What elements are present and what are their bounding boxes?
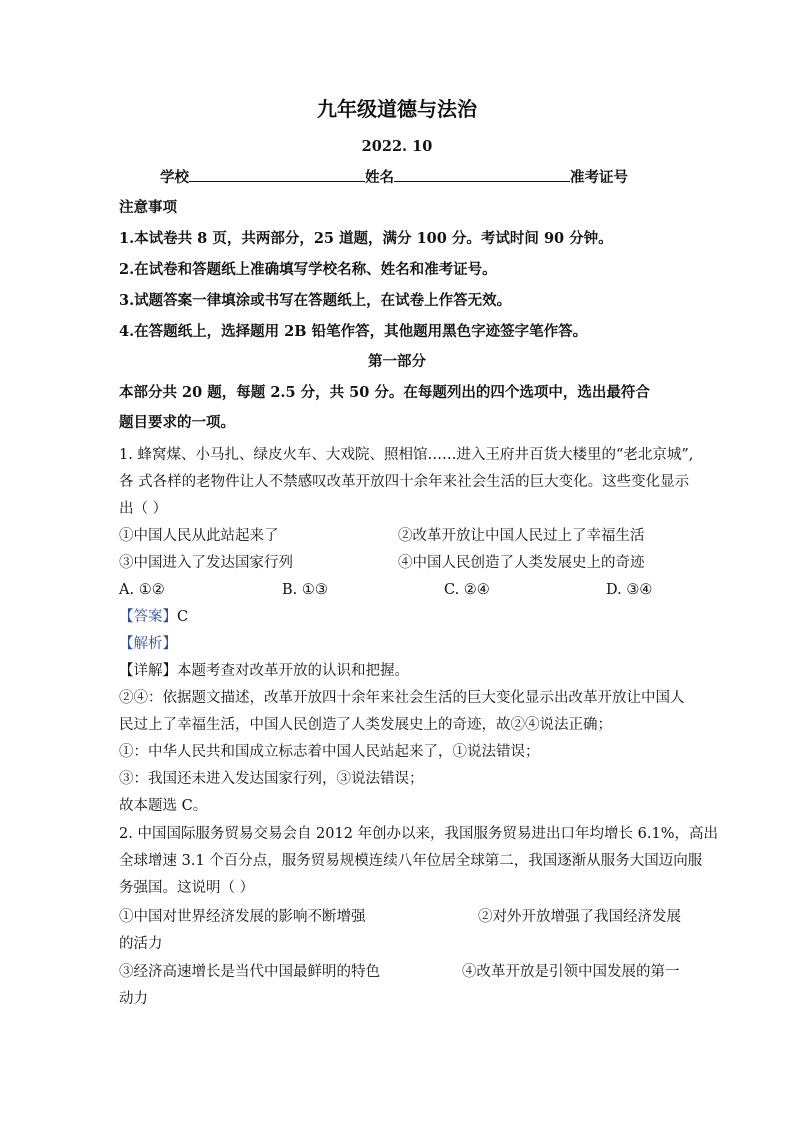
- statement-option-continued: 的活力: [119, 936, 163, 952]
- exam-date: 2022. 10: [361, 138, 433, 155]
- explanation-line: ③：我国还未进入发达国家行列，③说法错误；: [119, 771, 424, 787]
- statement-option: ②改革开放让中国人民过上了幸福生活: [398, 528, 645, 544]
- notes-heading: 注意事项: [119, 199, 177, 216]
- note-item: 3.试题答案一律填涂或书写在答题纸上，在试卷上作答无效。: [119, 292, 512, 309]
- name-blank[interactable]: [394, 166, 570, 182]
- answer-row: [119, 607, 188, 627]
- exam-id-label: 准考证号: [570, 169, 628, 186]
- note-item: 1.本试卷共 8 页，共两部分，25 道题，满分 100 分。考试时间 90 分钟。: [119, 230, 613, 247]
- question-stem: 全球增速 3.1 个百分点，服务贸易规模连续八年位居全球第二，我国逐渐从服务大国迈向服: [119, 853, 703, 869]
- question-stem: 出（ ）: [119, 501, 168, 517]
- statement-option-continued: 动力: [119, 991, 148, 1007]
- choice-c: C. ②④: [444, 582, 490, 598]
- explanation-line: 民过上了幸福生活，中国人民创造了人类发展史上的奇迹，故②④说法正确；: [119, 717, 612, 733]
- part-heading: 第一部分: [368, 353, 426, 370]
- statement-option: ④中国人民创造了人类发展史上的奇迹: [398, 555, 645, 571]
- detail-row: [119, 661, 409, 681]
- answer-label: 【答案】: [119, 609, 177, 625]
- statement-option: ④改革开放是引领中国发展的第一: [462, 964, 680, 980]
- school-blank[interactable]: [189, 166, 365, 182]
- statement-option: ③经济高速增长是当代中国最鲜明的特色: [119, 964, 380, 980]
- explanation-line: ②④：依据题文描述，改革开放四十余年来社会生活的巨大变化显示出改革开放让中国人: [119, 690, 685, 706]
- statement-option: ②对外开放增强了我国经济发展: [478, 909, 681, 925]
- question-stem: 务强国。这说明（ ）: [119, 880, 255, 896]
- detail-label: 【详解】: [119, 663, 177, 679]
- part-intro: 题目要求的一项。: [119, 414, 235, 431]
- question-stem: 1. 蜂窝煤、小马扎、绿皮火车、大戏院、照相馆……进入王府井百货大楼里的“老北京城”,: [119, 447, 694, 463]
- analysis-label: 【解析】: [119, 636, 177, 652]
- answer-value: C: [177, 609, 189, 625]
- page-title: 九年级道德与法治: [317, 97, 477, 121]
- conclusion: 故本题选 C。: [119, 798, 208, 814]
- student-info-row: [160, 166, 628, 188]
- note-item: 2.在试卷和答题纸上准确填写学校名称、姓名和准考证号。: [119, 261, 497, 278]
- statement-option: ③中国进入了发达国家行列: [119, 555, 293, 571]
- statement-option: ①中国对世界经济发展的影响不断增强: [119, 909, 366, 925]
- question-stem: 2. 中国国际服务贸易交易会自 2012 年创办以来，我国服务贸易进出口年均增长 6.1%，高出: [119, 826, 719, 842]
- question-stem: 各 式各样的老物件让人不禁感叹改革开放四十余年来社会生活的巨大变化。这些变化显示: [119, 474, 690, 490]
- detail-text: 本题考查对改革开放的认识和把握。: [177, 663, 409, 679]
- statement-option: ①中国人民从此站起来了: [119, 528, 279, 544]
- school-label: 学校: [160, 169, 189, 186]
- choice-d: D. ③④: [606, 582, 653, 598]
- choice-b: B. ①③: [282, 582, 328, 598]
- part-intro: 本部分共 20 题，每题 2.5 分，共 50 分。在每题列出的四个选项中，选出最符合: [119, 384, 650, 401]
- name-label: 姓名: [365, 169, 394, 186]
- note-item: 4.在答题纸上，选择题用 2B 铅笔作答，其他题用黑色字迹签字笔作答。: [119, 323, 588, 340]
- choice-a: A. ①②: [119, 582, 165, 598]
- explanation-line: ①：中华人民共和国成立标志着中国人民站起来了，①说法错误；: [119, 744, 540, 760]
